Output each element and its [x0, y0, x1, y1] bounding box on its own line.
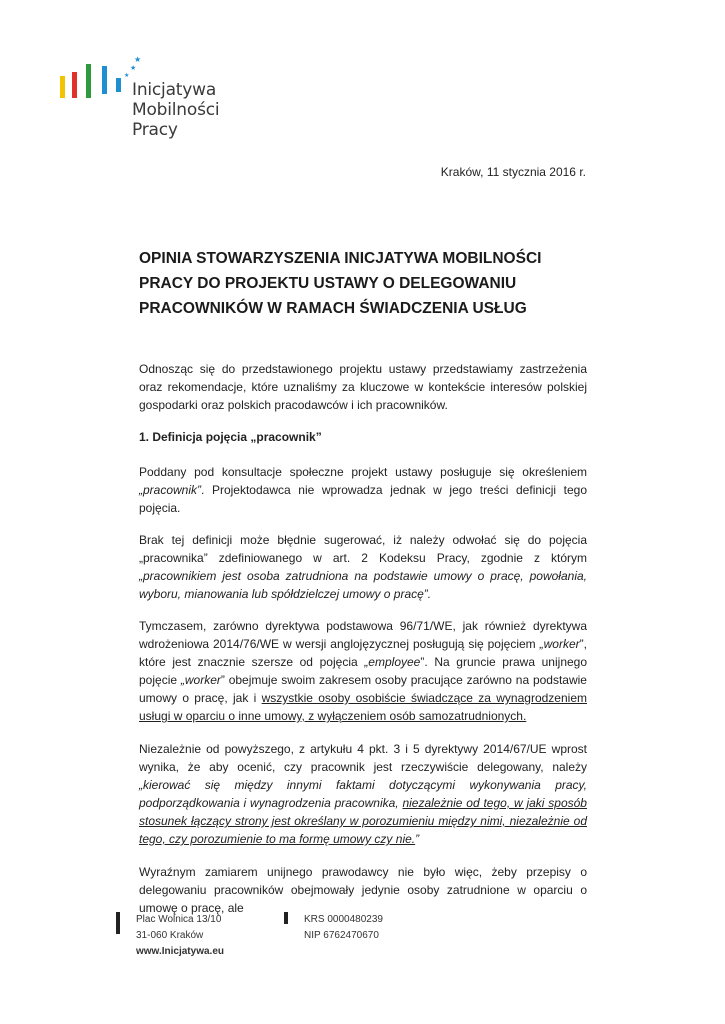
logo-star-1: ★ [134, 55, 142, 64]
logo-line-3: Pracy [132, 120, 178, 140]
p3-term-employee: „employee [364, 655, 421, 669]
p3-term-worker-2: „worker [180, 673, 221, 687]
p4-quote: „kierować się między innymi faktami dotyczącymi wykonywania pracy, podporządkowania i wynagrodzenia pracownika, [139, 778, 587, 810]
footer-krs: KRS 0000480239 [304, 914, 383, 925]
logo-bar-blue-1 [102, 66, 107, 94]
paragraph-3 [139, 617, 587, 725]
p2-text-a: Brak tej definicji może błędnie sugerować, iż należy odwołać się do pojęcia „pracownika” zdefiniowanego w art. 2 Kodeksu Pracy, zgodnie z którym [139, 533, 587, 565]
logo-bar-red [72, 72, 77, 98]
footer-registration-block [304, 912, 383, 944]
footer-website: www.Inicjatywa.eu [136, 946, 224, 957]
footer-address-block [136, 912, 224, 960]
document-date: Kraków, 11 stycznia 2016 r. [440, 165, 586, 179]
p3-text-e: ”. Na gruncie prawa unijnego pojęcie [139, 655, 588, 687]
document-body [139, 360, 587, 931]
p1-text-c: . Projektodawca nie wprowadza jednak w jego treści definicji tego pojęcia. [139, 483, 587, 515]
organization-logo [58, 54, 238, 146]
logo-wordmark [132, 80, 219, 140]
paragraph-4 [139, 740, 587, 848]
logo-bar-yellow [60, 76, 65, 98]
p3-text-a: Tymczasem, zarówno dyrektywa podstawowa 96/71/WE, jak również dyrektywa wdrożeniowa 2014/76/WE w wersji anglojęzycznej posługują się pojęciem [139, 619, 587, 651]
footer-address-line-1: Plac Wolnica 13/10 [136, 914, 222, 925]
paragraph-5: Wyraźnym zamiarem unijnego prawodawcy nie było więc, żeby przepisy o delegowaniu pracowników obejmowały jedynie osoby zatrudnione w oparciu o umowę o pracę, ale [139, 865, 587, 915]
footer-divider-bar-1 [116, 912, 120, 934]
p3-term-worker: „worker [539, 637, 580, 651]
logo-line-2: Mobilności [132, 100, 220, 120]
document-title: OPINIA STOWARZYSZENIA INICJATYWA MOBILNOŚCI PRACY DO PROJEKTU USTAWY O DELEGOWANIU PRACOWNIKÓW W RAMACH ŚWIADCZENIA USŁUG [139, 250, 542, 317]
p4-underlined-quote: niezależnie od tego, w jaki sposób stosunek łączący strony jest określany w porozumieniu między nimi, niezależnie od tego, czy porozumienie to ma formę umowy czy nie. [139, 796, 587, 846]
p1-text-a: Poddany pod konsultacje społeczne projekt ustawy posługuje się określeniem [139, 465, 587, 479]
p4-text-a: Niezależnie od powyższego, z artykułu 4 pkt. 3 i 5 dyrektywy 2014/67/UE wprost wynika, że aby ocenić, czy pracownik jest rzeczywiście delegowany, należy [139, 742, 587, 774]
p2-definition-quote: „pracownikiem jest osoba zatrudniona na podstawie umowy o pracę, powołania, wyboru, mianowania lub spółdzielczej umowy o pracę”. [139, 569, 587, 601]
page-footer [108, 900, 398, 960]
paragraph-2 [139, 531, 587, 603]
p3-text-g: ” obejmuje swoim zakresem osoby pracujące zarówno na podstawie umowy o pracę, jak i [139, 673, 587, 705]
footer-address-line-2: 31-060 Kraków [136, 930, 204, 941]
p4-quote-close: ” [415, 832, 420, 846]
p1-term: „pracownik” [139, 483, 202, 497]
logo-line-1: Inicjatywa [132, 80, 217, 100]
p3-text-c: ”, które jest znacznie szersze od pojęcia [139, 637, 587, 669]
logo-bar-blue-2 [116, 78, 121, 92]
paragraph-1 [139, 463, 587, 517]
logo-star-2: ★ [130, 65, 137, 72]
p3-underlined-text: wszystkie osoby osobiście świadczące za wynagrodzeniem usługi w oparciu o inne umowy, z wyłączeniem osób samozatrudnionych. [139, 691, 587, 723]
logo-bar-green [86, 64, 91, 98]
footer-divider-bar-2 [284, 912, 288, 924]
footer-nip: NIP 6762470670 [304, 930, 379, 941]
intro-paragraph: Odnosząc się do przedstawionego projektu ustawy przedstawiamy zastrzeżenia oraz rekomendacje, które uznaliśmy za kluczowe w kontekście interesów polskiej gospodarki oraz polskich pracodawców i ich pracowników. [139, 362, 587, 412]
section-1-heading: 1. Definicja pojęcia „pracownik” [139, 430, 322, 444]
logo-star-3: ★ [124, 73, 130, 79]
